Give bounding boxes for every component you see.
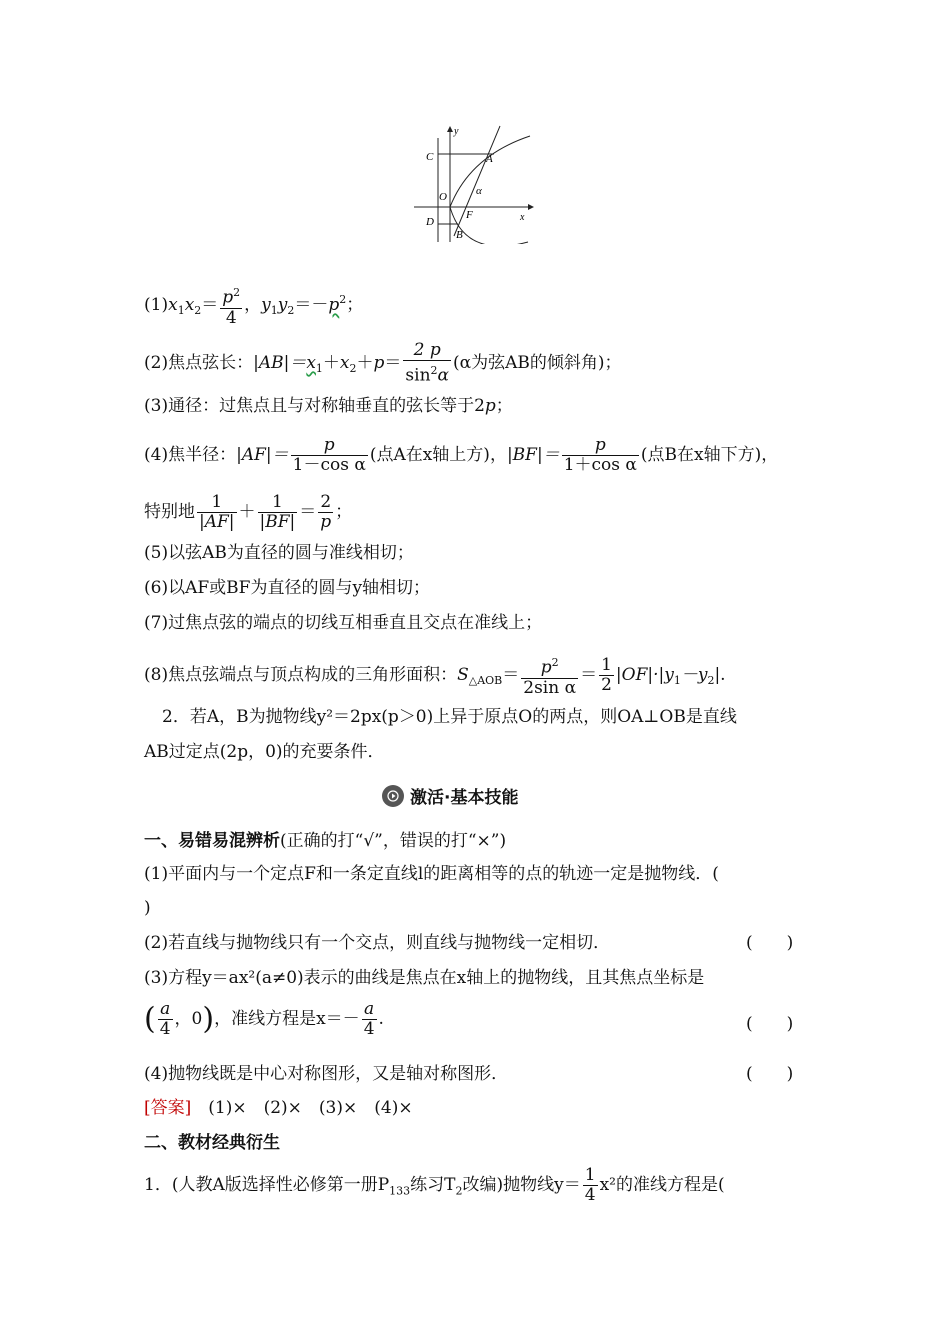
prop2-note: (α为弦AB的倾斜角)；	[453, 352, 622, 373]
prop1-ysub1: 1	[270, 304, 278, 318]
prop8-fraction2	[599, 656, 614, 695]
prop4-f2-num: p	[562, 436, 639, 456]
q3-frac2-num: a	[362, 1000, 377, 1020]
prop8-eq2: ＝	[580, 664, 598, 685]
prop1-ysub2: 2	[287, 304, 295, 318]
part1-heading-tail: (正确的打“√”，错误的打“×”)	[280, 831, 507, 851]
property-1	[144, 283, 363, 328]
prop4-note2: (点B在x轴下方)，	[640, 445, 779, 465]
prop2-sub2: 2	[349, 362, 357, 376]
prop1-fraction	[220, 283, 242, 328]
prop4-f2-den: 1＋cos α	[563, 455, 637, 475]
item2-line2: AB过定点(2p，0)的充要条件．	[144, 742, 385, 762]
prop4-fraction2	[562, 436, 639, 475]
section-title: 激活·基本技能	[410, 788, 519, 808]
property-3	[144, 394, 513, 418]
prop4b-fraction1	[197, 493, 237, 532]
y-arrow	[447, 126, 453, 132]
x-arrow	[528, 204, 534, 210]
property-7: (7)过焦点弦的端点的切线互相垂直且交点在准线上；	[144, 613, 543, 633]
prop4-f1-num: p	[291, 436, 368, 456]
prop2-plus: ＋	[322, 352, 340, 373]
item2-line1: 2．若A，B为抛物线y²＝2px(p＞0)上异于原点O的两点，则OA⊥OB是直线	[162, 707, 737, 727]
prop8-sub: △AOB	[468, 674, 503, 688]
prop8-f2-num: 1	[601, 654, 612, 675]
prop4b-f2-den: |BF|	[259, 512, 296, 532]
prop2-x2: x	[339, 352, 350, 373]
p2q1-fraction	[583, 1166, 598, 1205]
p2q1-frac-den: 4	[584, 1185, 596, 1205]
prop1-end: ；	[346, 294, 364, 315]
prop3-p: p	[484, 396, 496, 416]
prop1-sep: ，	[244, 294, 262, 315]
part1-heading-text: 一、易错易混辨析	[144, 831, 280, 851]
part1-heading	[144, 829, 506, 853]
prop3-text: (3)通径：过焦点且与对称轴垂直的弦长等于2	[144, 396, 485, 416]
prop8-s1: 1	[673, 674, 681, 688]
label-A: A	[486, 153, 493, 165]
prop1-p-exp: 2	[339, 293, 347, 307]
p2q1-mid2: 改编)抛物线y＝	[462, 1175, 581, 1195]
answer-text: (1)× (2)× (3)× (4)×	[208, 1098, 413, 1118]
section-header	[382, 783, 518, 808]
prop1-p: p	[328, 294, 340, 315]
p2q1-sub1: 133	[389, 1184, 411, 1198]
part2-heading	[144, 1131, 280, 1155]
prop8-fraction1	[521, 653, 578, 698]
answer-line	[144, 1096, 413, 1120]
question-2: (2)若直线与抛物线只有一个交点，则直线与抛物线一定相切．	[144, 933, 611, 953]
label-F: F	[466, 209, 473, 221]
prop1-x: x	[168, 294, 178, 315]
prop8-f2-den: 2	[601, 674, 612, 695]
property-4-special	[144, 493, 352, 532]
prop8-eq: ＝	[502, 664, 520, 685]
part2-question-1	[144, 1166, 725, 1205]
prop1-frac-den: 4	[225, 307, 237, 328]
p2q1-sub2: 2	[455, 1184, 463, 1198]
prop8-f1-exp: 2	[551, 656, 559, 669]
q3-frac2-den: 4	[363, 1019, 375, 1039]
p2q1-pre: 1．(人教A版选择性必修第一册P	[144, 1175, 390, 1195]
prop8-minus: －y	[680, 664, 708, 685]
q3-fraction-a	[158, 1000, 173, 1039]
question-3-line2	[144, 1000, 384, 1039]
label-O: O	[439, 191, 447, 203]
p2q1-frac-num: 1	[584, 1165, 596, 1185]
prop3-end: ；	[495, 396, 513, 416]
prop8-text: (8)焦点弦端点与顶点构成的三角形面积：	[144, 664, 458, 685]
prop1-frac-num: p	[222, 287, 234, 308]
answer-paren-2[interactable]: ( )	[746, 933, 794, 953]
label-y: y	[454, 126, 459, 137]
prop8-S: S	[457, 664, 469, 685]
prop4b-f1-num: 1	[197, 493, 237, 513]
prop4b-plus: ＋	[238, 502, 256, 522]
prop4-label: (4)焦半径：	[144, 445, 237, 465]
prop1-frac-exp: 2	[233, 286, 241, 299]
prop2-den-alpha: α	[437, 365, 450, 386]
play-icon	[382, 785, 404, 807]
prop4-lhs2: |BF|＝	[506, 445, 560, 465]
prop2-den-exp: 2	[430, 364, 438, 377]
answer-paren-3[interactable]: ( )	[746, 1014, 794, 1034]
prop4b-f1-den: |AF|	[199, 512, 235, 532]
prop8-f1-den: 2sin α	[523, 677, 577, 698]
label-D: D	[426, 216, 434, 228]
prop1-sub1: 1	[177, 304, 185, 318]
prop2-fraction	[403, 341, 451, 386]
prop1-eq2: ＝－	[294, 294, 329, 315]
part2-heading-text: 二、教材经典衍生	[144, 1133, 280, 1153]
prop4b-f2-num: 1	[258, 493, 298, 513]
prop4-note1: (点A在x轴上方)，	[369, 445, 507, 465]
q3-right-paren: )	[202, 1001, 215, 1037]
q3-mid: ，0	[174, 1009, 203, 1029]
prop1-eq: ＝	[201, 294, 219, 315]
prop2-label: (2)焦点弦长：	[144, 352, 254, 373]
property-6: (6)以AF或BF为直径的圆与y轴相切；	[144, 578, 431, 598]
prop2-sub1: 1	[315, 362, 323, 376]
label-alpha: α	[476, 185, 482, 197]
question-3-line1: (3)方程y＝ax²(a≠0)表示的曲线是焦点在x轴上的抛物线，且其焦点坐标是	[144, 968, 705, 988]
prop8-f1-num: p	[540, 657, 552, 678]
property-2	[144, 341, 622, 386]
prop8-tail: |OF|·|y	[615, 664, 674, 685]
question-1-line1: (1)平面内与一个定点F和一条定直线l的距离相等的点的轨迹一定是抛物线．(	[144, 864, 719, 884]
property-5: (5)以弦AB为直径的圆与准线相切；	[144, 543, 414, 563]
prop4b-fraction3	[318, 493, 333, 532]
label-B: B	[456, 229, 463, 241]
focal-chord	[454, 126, 500, 236]
prop2-p: p	[373, 352, 385, 373]
prop8-s2: 2	[707, 674, 715, 688]
prop1-num: (1)	[144, 294, 169, 315]
question-1-line2: )	[144, 898, 151, 918]
q3-end: .	[378, 1009, 384, 1029]
prop4b-fraction2	[258, 493, 298, 532]
prop1-y2: y	[277, 294, 288, 315]
label-C: C	[426, 151, 434, 163]
label-x: x	[520, 212, 525, 223]
prop4b-end: ；	[335, 502, 353, 522]
prop2-frac-den: sin	[405, 365, 431, 386]
prop8-end: |.	[714, 664, 726, 685]
prop2-frac-num: 2 p	[403, 341, 451, 361]
property-8	[144, 653, 726, 698]
question-4: (4)抛物线既是中心对称图形，又是轴对称图形．	[144, 1064, 509, 1084]
prop2-x1: x	[306, 352, 316, 373]
prop4-lhs1: |AF|＝	[236, 445, 289, 465]
q3-frac-den: 4	[159, 1019, 171, 1039]
q3-tail: ，准线方程是x＝－	[214, 1009, 360, 1029]
p2q1-mid: 练习T	[410, 1175, 456, 1195]
property-4	[144, 436, 778, 475]
prop1-y1: y	[261, 294, 271, 315]
parabola-figure	[410, 124, 535, 244]
prop2-eq: ＝	[384, 352, 402, 373]
prop4b-eq: ＝	[299, 502, 317, 522]
prop1-sub2: 2	[194, 304, 202, 318]
q3-fraction-b	[362, 1000, 377, 1039]
prop4-f1-den: 1－cos α	[292, 455, 366, 475]
prop4b-text: 特别地	[144, 502, 195, 522]
q3-left-paren: (	[144, 1001, 156, 1037]
prop4b-f3-num: 2	[318, 493, 333, 513]
answer-tag: [答案]	[144, 1098, 192, 1118]
p2q1-tail: x²的准线方程是(	[599, 1175, 725, 1195]
prop4-fraction1	[291, 436, 368, 475]
prop2-lhs: |AB|＝	[253, 352, 307, 373]
prop2-plus2: ＋	[356, 352, 374, 373]
answer-paren-4[interactable]: ( )	[746, 1064, 794, 1084]
prop1-x2: x	[184, 294, 195, 315]
prop4b-f3-den: p	[320, 512, 332, 532]
q3-frac-num: a	[158, 1000, 173, 1020]
